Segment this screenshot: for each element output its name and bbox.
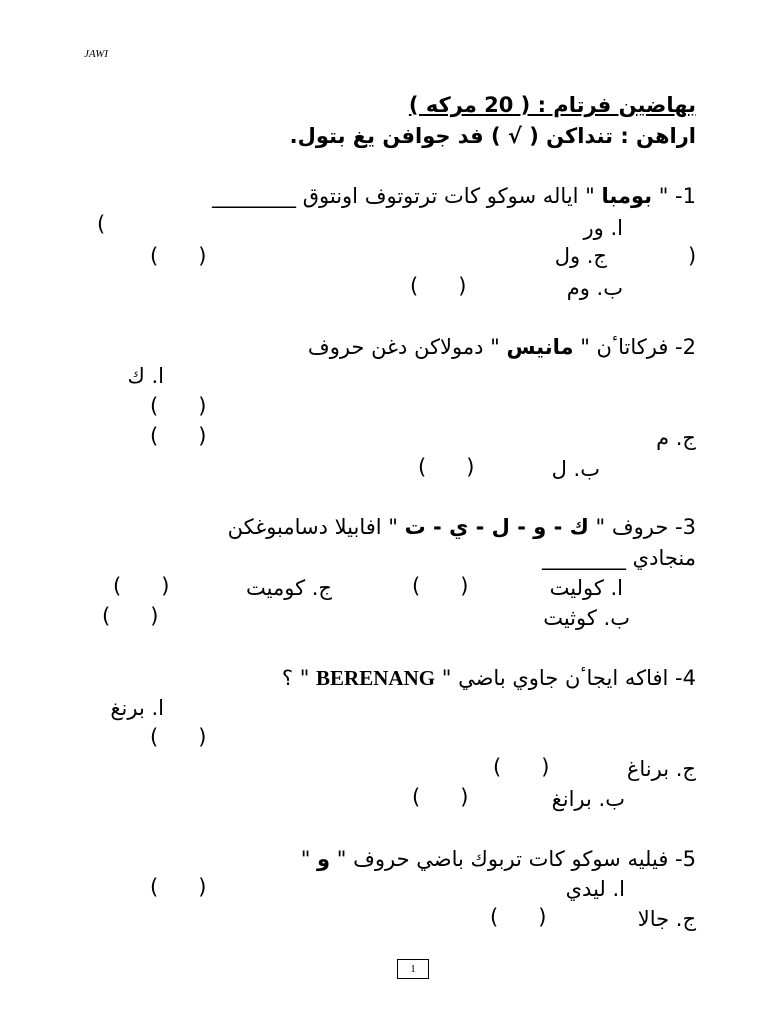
q3-option-b[interactable]: ب. كوثيت [543, 606, 630, 630]
q4-option-b[interactable]: ب. برانغ [551, 787, 625, 811]
question-2-pre: 2- فركاتاٴن " [573, 335, 696, 359]
question-3-keyword: ك - و - ل - ي - ت [404, 515, 589, 539]
q5-answer-box-c[interactable]: ( ) [490, 905, 547, 929]
q5-option-c[interactable]: ج. جالا [637, 907, 696, 931]
q4-option-a[interactable]: ا. برنغ [110, 696, 164, 720]
q1-option-c[interactable]: ج. ول [554, 244, 607, 268]
q3-option-a[interactable]: ا. كوليت [549, 576, 623, 600]
q2-answer-box-c[interactable]: ( ) [150, 424, 207, 448]
q5-option-a[interactable]: ا. ليدي [565, 877, 625, 901]
question-4-pre: 4- افاكه ايجاٴن جاوي باضي " [435, 666, 696, 690]
question-3-pre: 3- حروف " [588, 515, 696, 539]
instruction: اراهن : تنداكن ( √ ) فد جوافن يغ بتول. [289, 124, 696, 148]
q1-close-paren: ) [688, 244, 697, 268]
question-1-keyword: بومبا [601, 184, 653, 208]
question-5-keyword: و [317, 847, 331, 871]
q1-option-b[interactable]: ب. وم [566, 276, 623, 300]
question-4 [282, 668, 696, 689]
question-1 [212, 186, 696, 207]
q3-option-c[interactable]: ج. كوميت [246, 576, 332, 600]
question-3-post: " افابيلا دسامبوغكن [227, 515, 405, 539]
section-title: بهاضين فرتام : ( 20 مركه ) [408, 93, 696, 117]
q4-answer-box-c[interactable]: ( ) [493, 755, 550, 779]
q3-answer-box-b[interactable]: ( ) [102, 604, 159, 628]
question-4-keyword: BERENANG [316, 666, 436, 690]
q4-answer-box-a[interactable]: ( ) [150, 725, 207, 749]
q2-option-c[interactable]: ج. م [656, 426, 696, 450]
question-2 [308, 337, 696, 358]
q2-option-b[interactable]: ب. ل [551, 457, 600, 481]
question-1-post: " اياله سوكو كات ترتوتوف اونتوق ________ [212, 184, 602, 208]
q2-answer-box-b[interactable]: ( ) [418, 455, 475, 479]
question-3 [228, 517, 696, 538]
q3-answer-box-a[interactable]: ( ) [412, 574, 469, 598]
q2-option-a[interactable]: ا. ك [127, 364, 164, 388]
question-5-pre: 5- فيليه سوكو كات تربوك باضي حروف " [330, 847, 696, 871]
page-number: 1 [397, 959, 429, 979]
q2-answer-box-a[interactable]: ( ) [150, 394, 207, 418]
question-1-pre: 1- " [652, 184, 696, 208]
question-2-post: " دمولاكن دغن حروف [307, 335, 507, 359]
q3-answer-box-c[interactable]: ( ) [113, 574, 170, 598]
q1-open-paren: ( [97, 212, 106, 236]
q1-option-a[interactable]: ا. ور [583, 216, 623, 240]
q1-answer-box-b[interactable]: ( ) [410, 274, 467, 298]
q4-option-c[interactable]: ج. برناغ [626, 757, 696, 781]
question-5-post: " [300, 847, 318, 871]
question-2-keyword: مانيس [506, 335, 574, 359]
question-5 [301, 849, 696, 870]
question-4-post: " ؟ [281, 666, 317, 690]
header-label: JAWI [84, 48, 109, 60]
q4-answer-box-b[interactable]: ( ) [412, 785, 469, 809]
question-3-line2: منجادي ________ [541, 546, 696, 570]
q5-answer-box-a[interactable]: ( ) [150, 875, 207, 899]
q1-answer-box-c[interactable]: ( ) [150, 244, 207, 268]
